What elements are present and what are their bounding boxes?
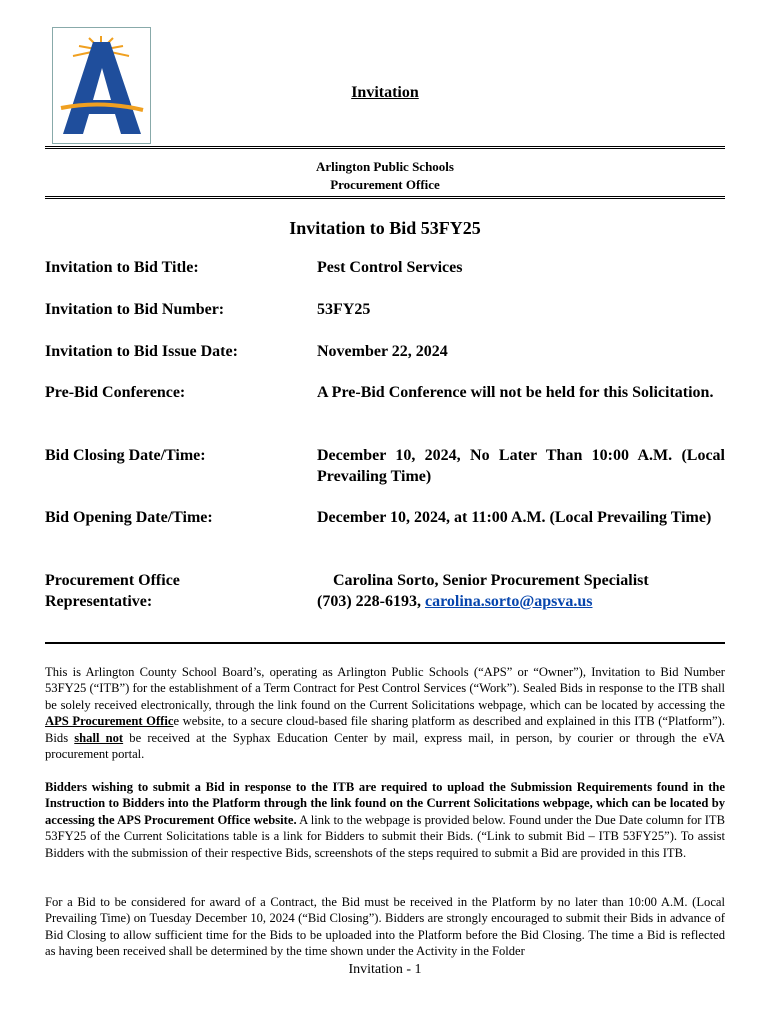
representative-name: Carolina Sorto, Senior Procurement Specialist [333,572,649,589]
representative-label-line1: Procurement Office [45,572,180,589]
intro-paragraph [45,664,725,762]
intro-emphasis: shall not [74,730,124,745]
header-divider-bottom [45,196,725,199]
representative-phone: (703) 228-6193, [317,593,425,610]
field-label-opening: Bid Opening Date/Time: [45,509,213,526]
field-value-prebid: A Pre-Bid Conference will not be held for this Solicitation. [317,384,714,401]
field-value-representative [317,570,725,612]
submission-text: A link to the webpage is provided below. Found under the Due Date column for ITB 53FY25 of the Current Solicitations table is a link for Bidders to submit their Bids. (“Link to submit Bid – ITB 53FY25”). To assist Bidders with the submission of their respective Bids, screenshots of the steps required to submit a Bid are provided in this ITB. [45,812,725,860]
field-label-closing: Bid Closing Date/Time: [45,447,206,464]
representative-contact [317,591,725,612]
submission-paragraph [45,779,725,861]
page-footer: Invitation - 1 [348,962,422,977]
intro-text-3: be received at the Syphax Education Center by mail, express mail, in person, by courier or through the eVA procurement portal. [45,730,725,762]
field-label-issue-date: Invitation to Bid Issue Date: [45,343,238,360]
bid-closing-paragraph: For a Bid to be considered for award of a Contract, the Bid must be received in the Platform by no later than 10:00 A.M. (Local Prevailing Time) on Tuesday December 10, 2024 (“Bid Closing”). Bidders are strongly encouraged to submit their Bids in advance of Bid Closing to allow sufficient time for the Bids to be uploaded into the Platform before the Bid Closing. The time a Bid is reflected as having been received shall be determined by the time shown under the Activity in the Folder [45,895,725,959]
section-divider [45,642,725,644]
intro-text-1: This is Arlington County School Board’s, operating as Arlington Public Schools (“APS” or “Owner”), Invitation to Bid Number 53FY25 (“ITB”) for the establishment of a Term Contract for Pest Control Services (“Work”). Sealed Bids in response to the ITB shall be solely received electronically, through the link found on the Current Solicitations webpage, which can be located by accessing the [45,665,725,712]
submission-bold-text: Bidders wishing to submit a Bid in response to the ITB are required to upload the Submission Requirements found in the Instruction to Bidders into the Platform through the link found on the Current Solicitations webpage, which can be located by accessing the APS Procurement Office website. [45,780,725,827]
field-label-number: Invitation to Bid Number: [45,301,225,318]
header-title: Invitation [351,84,419,101]
representative-label-line2: Representative: [45,593,153,610]
header-divider-top [45,146,725,149]
field-value-number: 53FY25 [317,301,371,318]
field-label-prebid: Pre-Bid Conference: [45,384,186,401]
field-label-representative [45,570,180,612]
field-value-closing: December 10, 2024, No Later Than 10:00 A.M. (Local Prevailing Time) [317,447,725,485]
organization-name: Arlington Public Schools [316,159,454,174]
field-label-title: Invitation to Bid Title: [45,259,199,276]
organization-office: Procurement Office [330,177,440,192]
document-title: Invitation to Bid 53FY25 [289,218,481,238]
representative-email-link[interactable]: carolina.sorto@apsva.us [424,593,593,610]
aps-procurement-office-link[interactable]: APS Procurement Offic [45,714,174,729]
field-value-issue-date: November 22, 2024 [317,343,448,360]
field-value-opening: December 10, 2024, at 11:00 A.M. (Local Prevailing Time) [317,509,712,526]
intro-text-2: e website, to a secure cloud-based file sharing platform as described and explained in this ITB (“Platform”). Bids [45,714,725,745]
field-value-title: Pest Control Services [317,259,463,276]
